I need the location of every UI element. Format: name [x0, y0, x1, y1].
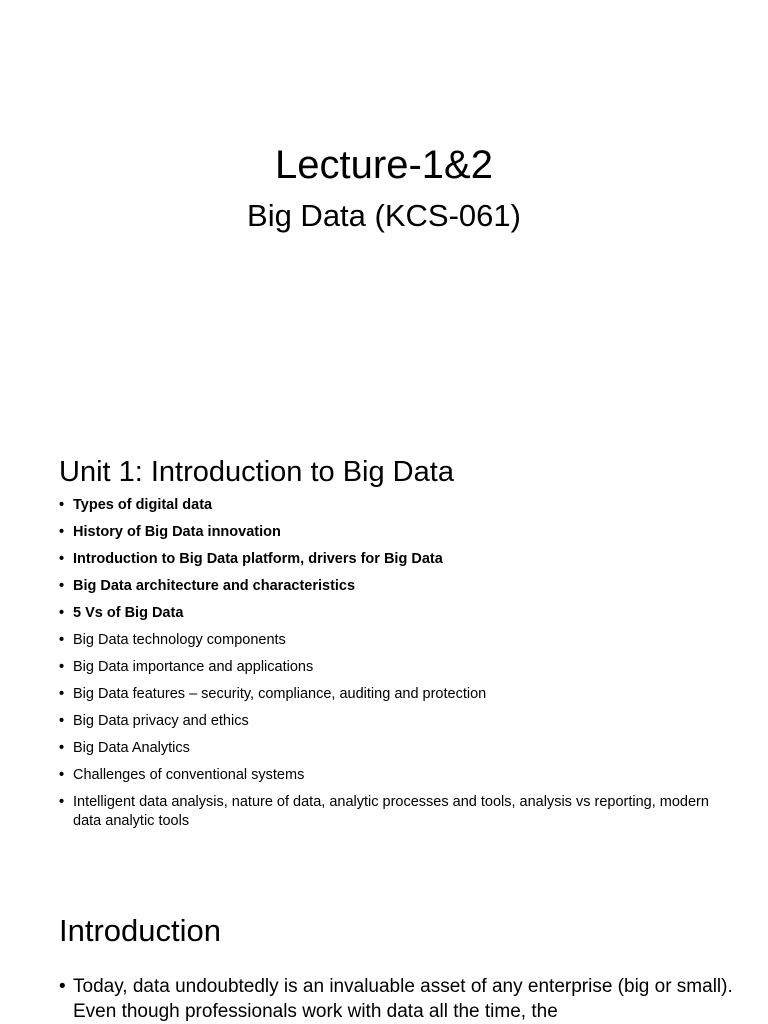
topic-text: Big Data technology components — [73, 632, 286, 648]
topic-item — [59, 631, 719, 650]
topic-item — [59, 550, 719, 569]
bullet-marker: • — [59, 497, 65, 513]
intro-slide — [0, 890, 768, 1024]
topic-item — [59, 793, 719, 831]
topic-text: Challenges of conventional systems — [73, 767, 305, 783]
topic-text: 5 Vs of Big Data — [73, 605, 184, 621]
topic-text: Big Data architecture and characteristics — [73, 578, 356, 594]
bullet-marker: • — [59, 605, 65, 621]
intro-heading: Introduction — [59, 913, 221, 948]
intro-text: Today, data undoubtedly is an invaluable asset of any enterprise (big or small). Even though professionals work with data all the time, the — [73, 976, 733, 1022]
bullet-marker: • — [59, 686, 65, 702]
bullet-marker: • — [59, 767, 65, 783]
unit-slide — [0, 430, 768, 890]
topic-item — [59, 739, 719, 758]
topic-text: Introduction to Big Data platform, drivers for Big Data — [73, 551, 443, 567]
topic-text: History of Big Data innovation — [73, 524, 281, 540]
topic-text: Big Data Analytics — [73, 740, 190, 756]
topic-item — [59, 658, 719, 677]
title-slide — [0, 0, 768, 430]
bullet-marker: • — [59, 976, 66, 997]
topic-text: Big Data importance and applications — [73, 659, 314, 675]
topic-item — [59, 523, 719, 542]
bullet-marker: • — [59, 551, 65, 567]
lecture-title: Lecture-1&2 — [275, 143, 493, 187]
bullet-marker: • — [59, 524, 65, 540]
unit-heading: Unit 1: Introduction to Big Data — [59, 456, 454, 488]
topic-item — [59, 766, 719, 785]
course-subtitle: Big Data (KCS-061) — [247, 198, 521, 233]
bullet-marker: • — [59, 740, 65, 756]
topic-item — [59, 712, 719, 731]
topic-text: Big Data privacy and ethics — [73, 713, 249, 729]
topic-text: Types of digital data — [73, 497, 213, 513]
bullet-marker: • — [59, 632, 65, 648]
topic-item — [59, 496, 719, 515]
bullet-marker: • — [59, 659, 65, 675]
topic-list — [59, 496, 719, 839]
intro-paragraph — [59, 974, 733, 1024]
topic-item — [59, 604, 719, 623]
bullet-marker: • — [59, 794, 65, 810]
topic-text: Big Data features – security, compliance, auditing and protection — [73, 686, 487, 702]
topic-text: Intelligent data analysis, nature of data, analytic processes and tools, analysis vs reporting, modern data analytic tools — [73, 794, 709, 829]
topic-item — [59, 577, 719, 596]
bullet-marker: • — [59, 578, 65, 594]
topic-item — [59, 685, 719, 704]
bullet-marker: • — [59, 713, 65, 729]
